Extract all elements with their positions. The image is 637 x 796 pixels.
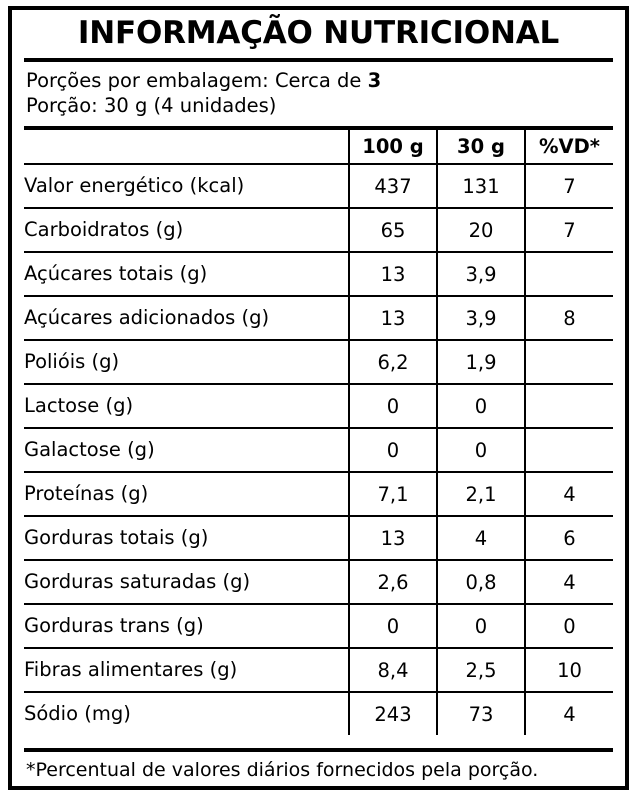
value-percent-dv: 7	[525, 208, 613, 252]
nutrient-name: Polióis (g)	[24, 340, 349, 384]
servings-per-package	[26, 68, 611, 94]
value-per-100g: 6,2	[349, 340, 437, 384]
value-percent-dv	[525, 340, 613, 384]
value-per-100g: 13	[349, 252, 437, 296]
value-percent-dv: 8	[525, 296, 613, 340]
value-per-100g: 65	[349, 208, 437, 252]
header-per-100g: 100 g	[349, 130, 437, 164]
value-percent-dv: 4	[525, 472, 613, 516]
nutrient-name: Galactose (g)	[24, 428, 349, 472]
value-per-100g: 0	[349, 428, 437, 472]
value-per-serving: 131	[437, 164, 525, 208]
nutrient-name: Carboidratos (g)	[24, 208, 349, 252]
value-per-100g: 2,6	[349, 560, 437, 604]
value-per-serving: 0	[437, 384, 525, 428]
value-percent-dv	[525, 384, 613, 428]
table-row	[24, 428, 613, 472]
table-row	[24, 384, 613, 428]
value-per-100g: 7,1	[349, 472, 437, 516]
table-row	[24, 340, 613, 384]
value-percent-dv	[525, 252, 613, 296]
value-per-serving: 0,8	[437, 560, 525, 604]
table-row	[24, 692, 613, 735]
value-per-serving: 4	[437, 516, 525, 560]
panel-title: INFORMAÇÃO NUTRICIONAL	[77, 15, 560, 51]
nutrition-facts-panel	[8, 6, 629, 790]
table-header-row	[24, 130, 613, 164]
serving-size: Porção: 30 g (4 unidades)	[26, 94, 277, 118]
table-body	[24, 164, 613, 735]
table-row	[24, 296, 613, 340]
footnote-text: *Percentual de valores diários fornecidos pela porção.	[26, 759, 539, 782]
table-row	[24, 560, 613, 604]
servings-per-package-value: 3	[367, 68, 382, 92]
value-percent-dv: 10	[525, 648, 613, 692]
value-per-100g: 13	[349, 296, 437, 340]
panel-spacer	[24, 735, 613, 748]
nutrient-name: Gorduras totais (g)	[24, 516, 349, 560]
header-percent-dv: %VD*	[525, 130, 613, 164]
value-per-serving: 2,1	[437, 472, 525, 516]
value-per-serving: 20	[437, 208, 525, 252]
nutrient-name: Gorduras trans (g)	[24, 604, 349, 648]
servings-info	[24, 62, 613, 126]
value-per-100g: 8,4	[349, 648, 437, 692]
nutrient-name: Açúcares totais (g)	[24, 252, 349, 296]
nutrient-name: Valor energético (kcal)	[24, 164, 349, 208]
nutrient-name: Lactose (g)	[24, 384, 349, 428]
value-per-serving: 3,9	[437, 296, 525, 340]
table-row	[24, 208, 613, 252]
table-row	[24, 164, 613, 208]
value-percent-dv	[525, 428, 613, 472]
value-per-serving: 1,9	[437, 340, 525, 384]
value-per-serving: 0	[437, 604, 525, 648]
value-percent-dv: 4	[525, 560, 613, 604]
table-row	[24, 252, 613, 296]
value-per-100g: 0	[349, 384, 437, 428]
value-percent-dv: 6	[525, 516, 613, 560]
value-per-100g: 13	[349, 516, 437, 560]
nutrient-name: Sódio (mg)	[24, 701, 131, 725]
value-percent-dv: 4	[525, 692, 613, 735]
header-per-serving: 30 g	[437, 130, 525, 164]
value-per-100g: 0	[349, 604, 437, 648]
value-per-serving: 2,5	[437, 648, 525, 692]
nutrient-name: Açúcares adicionados (g)	[24, 296, 349, 340]
value-per-100g: 243	[349, 692, 437, 735]
nutrition-table	[24, 130, 613, 735]
table-row	[24, 472, 613, 516]
value-per-serving: 3,9	[437, 252, 525, 296]
value-per-100g: 437	[349, 164, 437, 208]
nutrient-name: Gorduras saturadas (g)	[24, 560, 349, 604]
table-row	[24, 648, 613, 692]
nutrient-name: Fibras alimentares (g)	[24, 648, 349, 692]
value-per-serving: 0	[437, 428, 525, 472]
servings-per-package-label: Porções por embalagem: Cerca de	[26, 68, 368, 92]
value-percent-dv: 7	[525, 164, 613, 208]
header-nutrient	[24, 130, 349, 164]
nutrient-name: Proteínas (g)	[24, 472, 349, 516]
table-row	[24, 516, 613, 560]
value-percent-dv: 0	[525, 604, 613, 648]
value-per-serving: 73	[437, 692, 525, 735]
table-row	[24, 604, 613, 648]
